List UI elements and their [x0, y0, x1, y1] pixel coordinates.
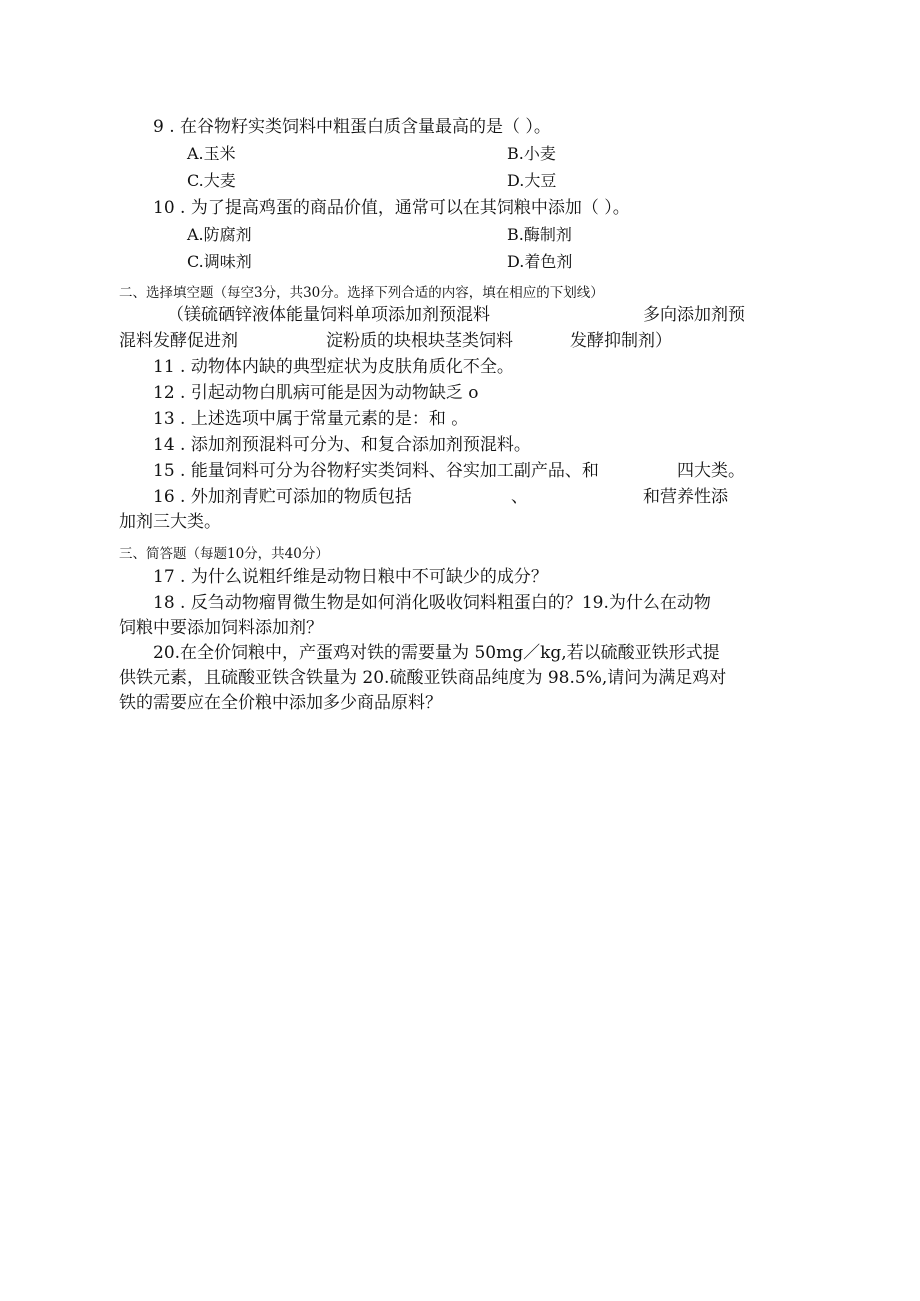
q15-part-b: 四大类。	[677, 461, 745, 481]
q11: 11 . 动物体内缺的典型症状为皮肤角质化不全。	[153, 357, 514, 377]
q9-option-d: D.大豆	[507, 171, 557, 190]
q10-option-a: A.防腐剂	[187, 225, 252, 244]
q9-option-c: C.大麦	[187, 171, 236, 190]
q16-part-a: 16 . 外加剂青贮可添加的物质包括	[153, 487, 412, 507]
q16-part-b: 、	[511, 487, 528, 507]
section2-heading: 二、选择填空题（每空3分，共30分。选择下列合适的内容，填在相应的下划线）	[119, 285, 604, 301]
q10-option-b: B.酶制剂	[507, 225, 572, 244]
q15-part-a: 15 . 能量饲料可分为谷物籽实类饲料、谷实加工副产品、和	[153, 461, 599, 481]
section3-heading: 三、简答题（每题10分，共40分）	[119, 546, 329, 562]
q17: 17 . 为什么说粗纤维是动物日粮中不可缺少的成分？	[153, 567, 548, 587]
q9-option-a: A.玉米	[187, 144, 236, 163]
q10-stem: 10 . 为了提高鸡蛋的商品价值，通常可以在其饲粮中添加（ ）。	[153, 198, 630, 218]
q9-option-b: B.小麦	[507, 144, 556, 163]
section2-options-line2-c: 发酵抑制剂）	[570, 331, 672, 351]
q18-line1: 18 . 反刍动物瘤胃微生物是如何消化吸收饲料粗蛋白的？19.为什么在动物	[153, 593, 711, 613]
q12: 12 . 引起动物白肌病可能是因为动物缺乏 o	[153, 383, 479, 403]
q16-part-d: 加剂三大类。	[119, 512, 221, 532]
q18-line2: 饲粮中要添加饲料添加剂？	[119, 618, 323, 638]
section2-options-line2-a: 混料发酵促进剂	[119, 331, 238, 351]
q16-part-c: 和营养性添	[643, 487, 728, 507]
q20-line2: 供铁元素，且硫酸亚铁含铁量为 20.硫酸亚铁商品纯度为 98.5%,请问为满足鸡对	[119, 668, 727, 688]
section2-options-line2-b: 淀粉质的块根块茎类饲料	[326, 331, 513, 351]
q13: 13 . 上述选项中属于常量元素的是：和 。	[153, 409, 469, 429]
q20-line1: 20.在全价饲粮中，产蛋鸡对铁的需要量为 50mg／kg,若以硫酸亚铁形式提	[153, 643, 720, 663]
q10-option-c: C.调味剂	[187, 252, 252, 271]
q14: 14 . 添加剂预混料可分为、和复合添加剂预混料。	[153, 435, 531, 455]
section2-options-line1-left: （镁硫硒锌液体能量饲料单项添加剂预混料	[167, 305, 490, 325]
q9-stem: 9 . 在谷物籽实类饲料中粗蛋白质含量最高的是（ ）。	[153, 117, 551, 137]
q20-line3: 铁的需要应在全价粮中添加多少商品原料？	[119, 693, 442, 713]
q10-option-d: D.着色剂	[507, 252, 573, 271]
section2-options-line1-right: 多向添加剂预	[643, 305, 745, 325]
